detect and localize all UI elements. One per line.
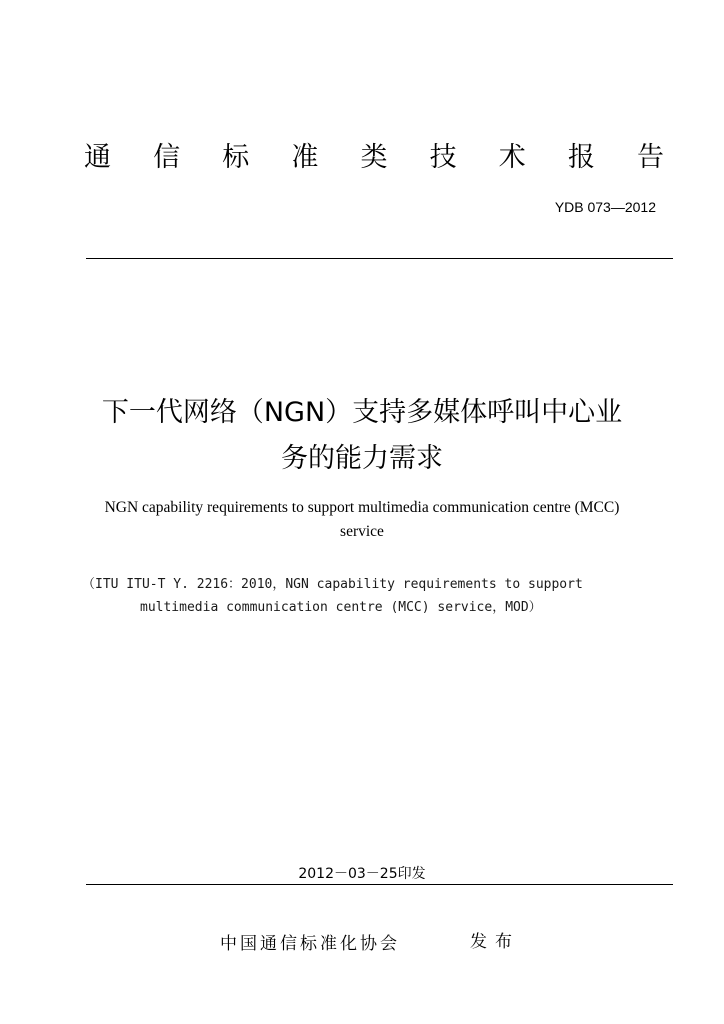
- top-divider: [86, 258, 673, 259]
- report-type-char: 标: [222, 142, 250, 173]
- publisher-name: 中国通信标准化协会: [220, 934, 400, 954]
- english-title: [60, 496, 664, 544]
- report-type-char: 告: [637, 142, 664, 173]
- report-type-char: 通: [84, 142, 111, 173]
- report-type-char: 术: [498, 142, 526, 173]
- equivalence-line-2: multimedia communication centre (MCC) service，MOD）: [140, 600, 542, 615]
- document-number: YDB 073—2012: [554, 199, 656, 215]
- equivalence-line-1: （ITU ITU-T Y. 2216：2010，NGN capability requirements to support: [82, 577, 583, 592]
- report-type-char: 技: [429, 142, 457, 173]
- english-title-line-2: service: [340, 523, 384, 540]
- issue-date: 2012－03－25印发: [298, 866, 426, 882]
- chinese-title-line-1: 下一代网络（NGN）支持多媒体呼叫中心业: [101, 397, 623, 428]
- report-type-char: 报: [567, 142, 595, 173]
- report-type-heading: [84, 140, 664, 176]
- publish-label: 发布: [470, 932, 520, 952]
- chinese-title-line-2: 务的能力需求: [281, 443, 443, 474]
- report-type-char: 准: [291, 142, 319, 173]
- english-title-line-1: NGN capability requirements to support multimedia communication centre (MCC): [104, 499, 620, 516]
- bottom-divider: [86, 884, 673, 885]
- report-type-char: 类: [360, 142, 388, 173]
- report-type-char: 信: [153, 142, 181, 173]
- standard-equivalence-note: [70, 573, 710, 619]
- chinese-title: [40, 390, 684, 482]
